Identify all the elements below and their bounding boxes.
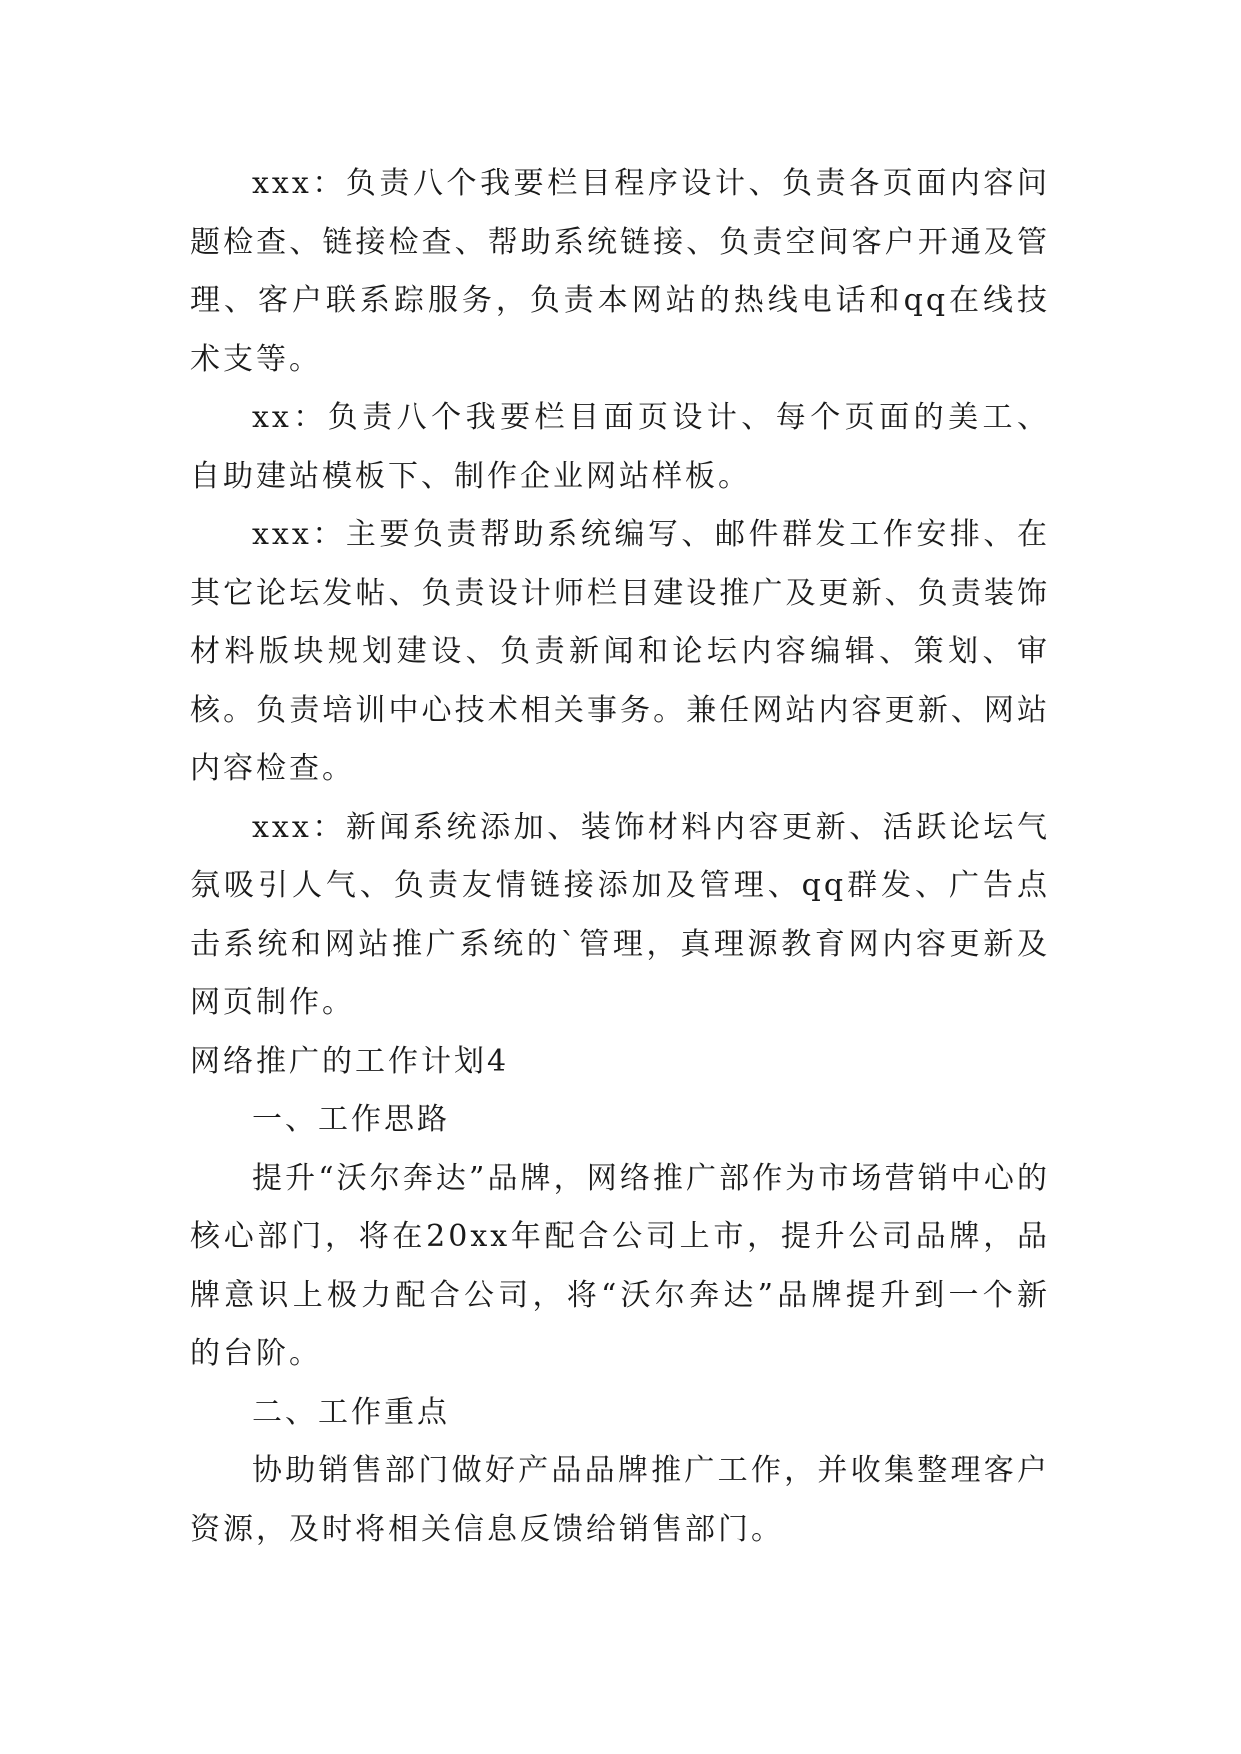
paragraph-brand-promotion: 提升“沃尔奔达”品牌，网络推广部作为市场营销中心的核心部门，将在20xx年配合公司上市，提升公司品牌，品牌意识上极力配合公司，将“沃尔奔达”品牌提升到一个新的台阶。 [190,1160,1050,1371]
subheading-work-approach: 一、工作思路 [252,1102,450,1137]
paragraph-xxx-help-system: xxx：主要负责帮助系统编写、邮件群发工作安排、在其它论坛发帖、负责设计师栏目建设推广及更新、负责装饰材料版块规划建设、负责新闻和论坛内容编辑、策划、审核。负责培训中心技术相关事务。兼任网站内容更新、网站内容检查。 [190,517,1050,786]
section-title-work-plan-4: 网络推广的工作计划4 [190,1043,510,1079]
document-body [190,155,1050,1559]
paragraph-xxx-programming: xxx：负责八个我要栏目程序设计、负责各页面内容问题检查、链接检查、帮助系统链接、负责空间客户开通及管理、客户联系踪服务，负责本网站的热线电话和qq在线技术支等。 [190,166,1050,377]
paragraph-sales-support: 协助销售部门做好产品品牌推广工作，并收集整理客户资源，及时将相关信息反馈给销售部门。 [190,1453,1050,1547]
subheading-work-focus: 二、工作重点 [252,1394,450,1430]
paragraph-xx-design: xx：负责八个我要栏目面页设计、每个页面的美工、自助建站模板下、制作企业网站样板。 [190,400,1050,494]
paragraph-xxx-news-system: xxx：新闻系统添加、装饰材料内容更新、活跃论坛气氛吸引人气、负责友情链接添加及管理、qq群发、广告点击系统和网站推广系统的`管理，真理源教育网内容更新及网页制作。 [190,809,1050,1020]
